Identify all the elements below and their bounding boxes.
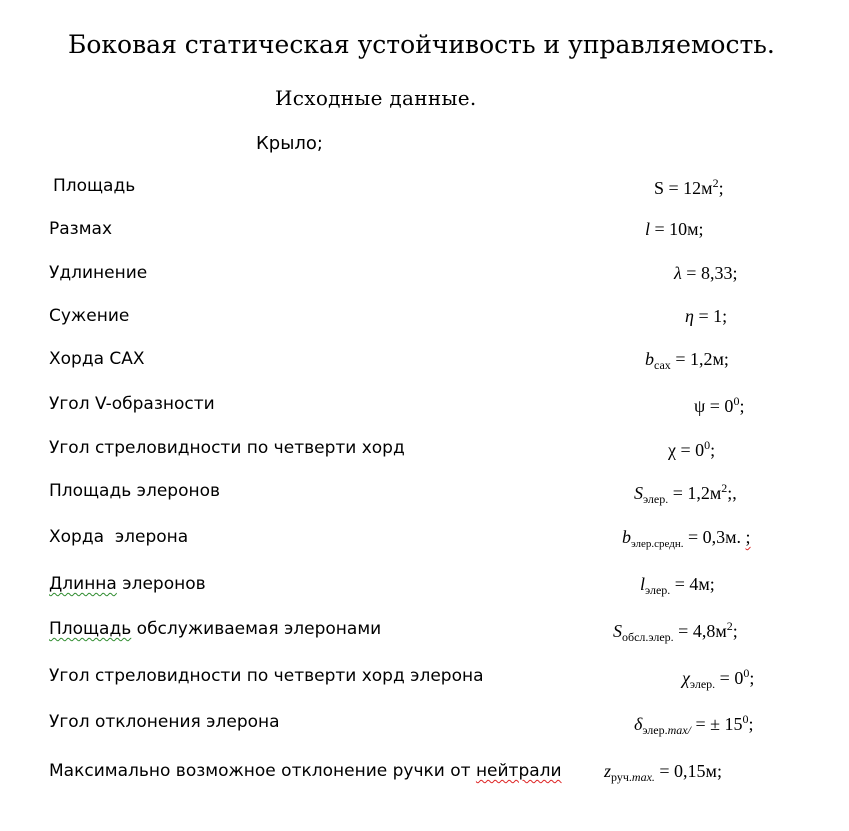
param-value: η = 1;	[685, 306, 728, 326]
param-row-sweep	[0, 438, 849, 468]
param-value: $\chi_{элер.} = 0^0$;	[682, 666, 755, 691]
param-row-aspect-ratio	[0, 263, 849, 293]
param-row-aileron-chord	[0, 527, 849, 557]
param-row-aileron-length	[0, 574, 849, 604]
param-value: $\psi = 0^0$;	[694, 394, 745, 416]
param-value: $z_{руч.max.} = 0,15м$;	[604, 761, 722, 784]
param-value: $\delta_{элер.max/}$ = ± $15^0$;	[634, 712, 754, 737]
param-label: Площадь элеронов	[49, 481, 221, 501]
param-value: $S_{элер.} = 1,2м^2$;,	[634, 481, 737, 506]
document-title: Боковая статическая устойчивость и управляемость.	[68, 30, 775, 59]
param-label: Угол стреловидности по четверти хорд	[49, 438, 405, 458]
param-label: Сужение	[49, 306, 130, 326]
param-label: Площадь	[53, 176, 136, 196]
param-label: Угол стреловидности по четверти хорд элерона	[49, 666, 484, 686]
param-label: Площадь обслуживаемая элеронами	[49, 619, 382, 639]
param-value: $l_{элер.} = 4м$;	[640, 574, 715, 597]
param-value: λ = 8,33;	[674, 263, 738, 283]
param-value: l = 10м;	[645, 219, 704, 239]
param-row-aileron-sweep	[0, 666, 849, 696]
param-row-stick-deflection	[0, 761, 849, 791]
param-row-area	[0, 176, 849, 206]
param-label: Угол отклонения элерона	[49, 712, 280, 732]
param-label: Длинна элеронов	[49, 574, 206, 594]
param-row-served-area	[0, 619, 849, 649]
param-row-span	[0, 219, 849, 249]
param-row-aileron-deflection	[0, 712, 849, 742]
param-value: $b_{сах} = 1,2м$;	[645, 349, 729, 372]
param-row-aileron-area	[0, 481, 849, 511]
param-row-taper	[0, 306, 849, 336]
param-value: $b_{элер.средн.} = 0,3м$. ;	[622, 527, 751, 550]
param-label: Хорда САХ	[49, 349, 145, 369]
param-value: $\chi = 0^0$;	[668, 438, 716, 460]
param-label: Угол V-образности	[49, 394, 215, 414]
param-row-mac-chord	[0, 349, 849, 379]
param-label: Максимально возможное отклонение ручки от нейтрали	[49, 761, 562, 781]
param-label: Хорда элерона	[49, 527, 189, 547]
param-value: $S = 12м^2$;	[654, 176, 724, 198]
document-subtitle: Исходные данные.	[275, 86, 477, 110]
param-value: $S_{обсл.элер.} = 4,8м^2$;	[613, 619, 738, 644]
param-row-dihedral	[0, 394, 849, 424]
section-heading: Крыло;	[256, 133, 323, 154]
param-label: Размах	[49, 219, 113, 239]
param-label: Удлинение	[49, 263, 148, 283]
